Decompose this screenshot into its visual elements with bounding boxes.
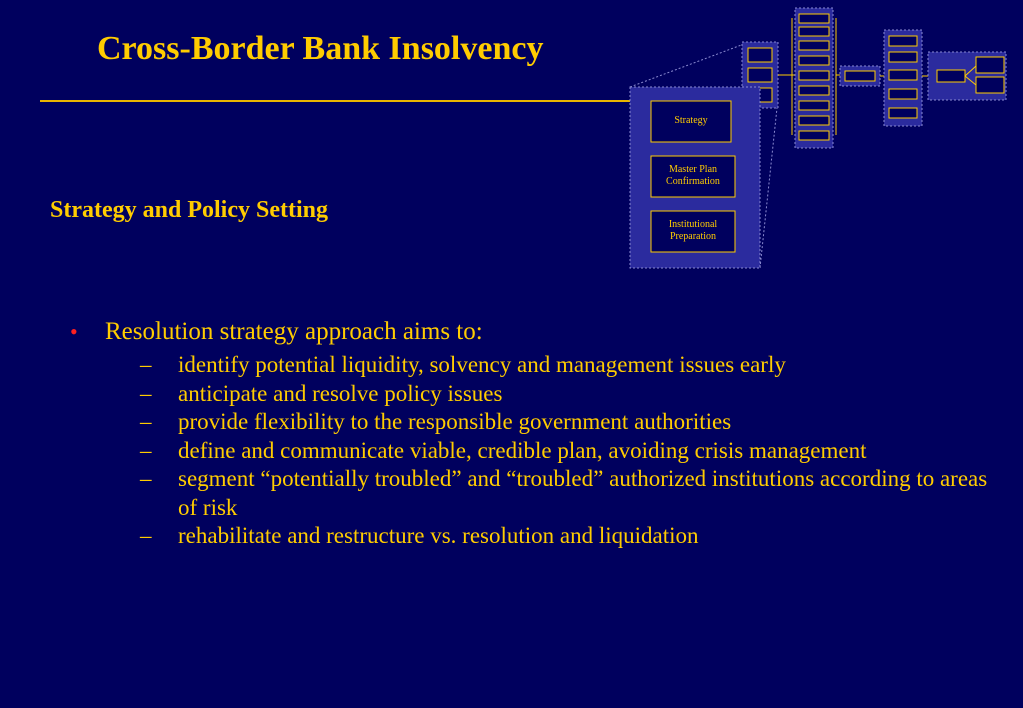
sub-bullet-item: – identify potential liquidity, solvency and management issues early bbox=[105, 351, 990, 380]
section-subtitle: Strategy and Policy Setting bbox=[50, 197, 328, 223]
dash-icon: – bbox=[140, 352, 152, 377]
main-bullet bbox=[70, 315, 990, 551]
sub-bullet-item: – define and communicate viable, credible plan, avoiding crisis management bbox=[105, 437, 990, 466]
slide-title: Cross-Border Bank Insolvency bbox=[97, 30, 544, 67]
main-bullet-text: Resolution strategy approach aims to: bbox=[105, 318, 483, 345]
sub-bullet-list bbox=[105, 351, 990, 551]
diagram-box-strategy: Strategy bbox=[674, 115, 708, 126]
dash-icon: – bbox=[140, 466, 152, 491]
dash-icon: – bbox=[140, 409, 152, 434]
dash-icon: – bbox=[140, 523, 152, 548]
diagram-box-institutional-preparation: Institutional Preparation bbox=[668, 219, 718, 242]
bullet-list bbox=[70, 315, 990, 551]
sub-bullet-item: – anticipate and resolve policy issues bbox=[105, 380, 990, 409]
bullet-dot-icon: • bbox=[70, 319, 78, 344]
diagram-box-master-plan: Master Plan Confirmation bbox=[666, 164, 720, 187]
sub-bullet-item: – segment “potentially troubled” and “troubled” authorized institutions according to areas of risk bbox=[140, 466, 988, 520]
sub-bullet-item: – rehabilitate and restructure vs. resolution and liquidation bbox=[105, 522, 990, 551]
sub-bullet-item: – provide flexibility to the responsible government authorities bbox=[105, 408, 990, 437]
dash-icon: – bbox=[140, 380, 152, 406]
dash-icon: – bbox=[140, 437, 152, 463]
